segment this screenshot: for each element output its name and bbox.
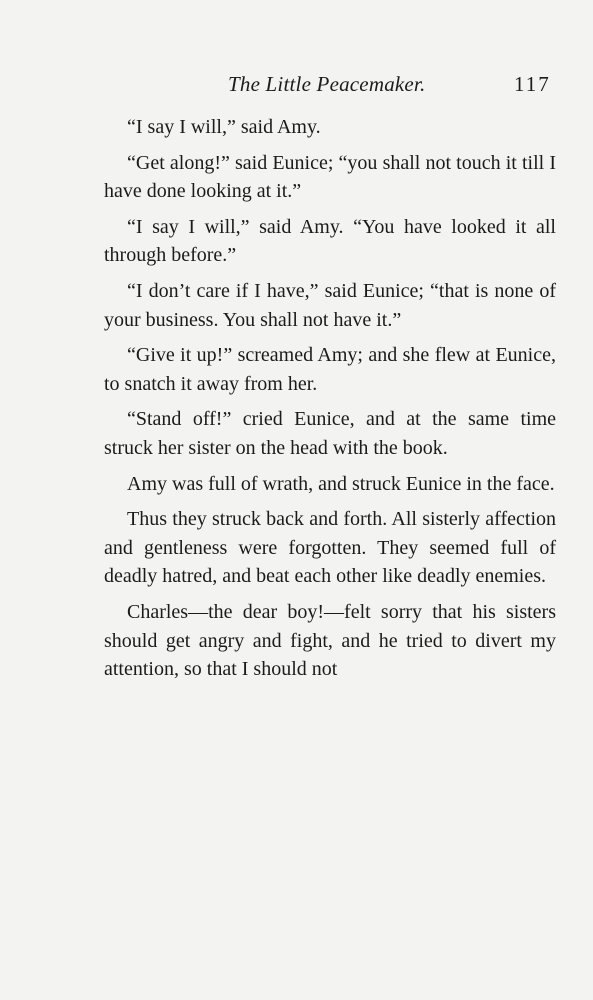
paragraph: Charles—the dear boy!—felt sorry that his sisters should get angry and fight, and he tried to divert my attention, so that I should not <box>104 600 556 681</box>
paragraph: “I don’t care if I have,” said Eunice; “that is none of your business. You shall not have it.” <box>104 279 556 331</box>
paragraph: “Stand off!” cried Eunice, and at the same time struck her sister on the head with the book. <box>104 408 556 459</box>
paragraph: “I say I will,” said Amy. <box>127 116 321 138</box>
paragraph: “Give it up!” screamed Amy; and she flew at Eunice, to snatch it away from her. <box>104 344 556 395</box>
page-number: 117 <box>514 72 551 96</box>
paragraph: “Get along!” said Eunice; “you shall not touch it till I have done looking at it.” <box>104 151 556 203</box>
paragraph: Thus they struck back and forth. All sisterly affection and gentleness were forgotten. They seemed full of deadly hatred, and beat each other like deadly enemies. <box>104 508 556 588</box>
paragraph: “I say I will,” said Amy. “You have looked it all through before.” <box>104 215 556 267</box>
body-text <box>104 113 556 684</box>
paragraph: Amy was full of wrath, and struck Eunice in the face. <box>127 472 555 495</box>
running-head <box>0 72 593 102</box>
running-title: The Little Peacemaker. <box>228 72 426 96</box>
